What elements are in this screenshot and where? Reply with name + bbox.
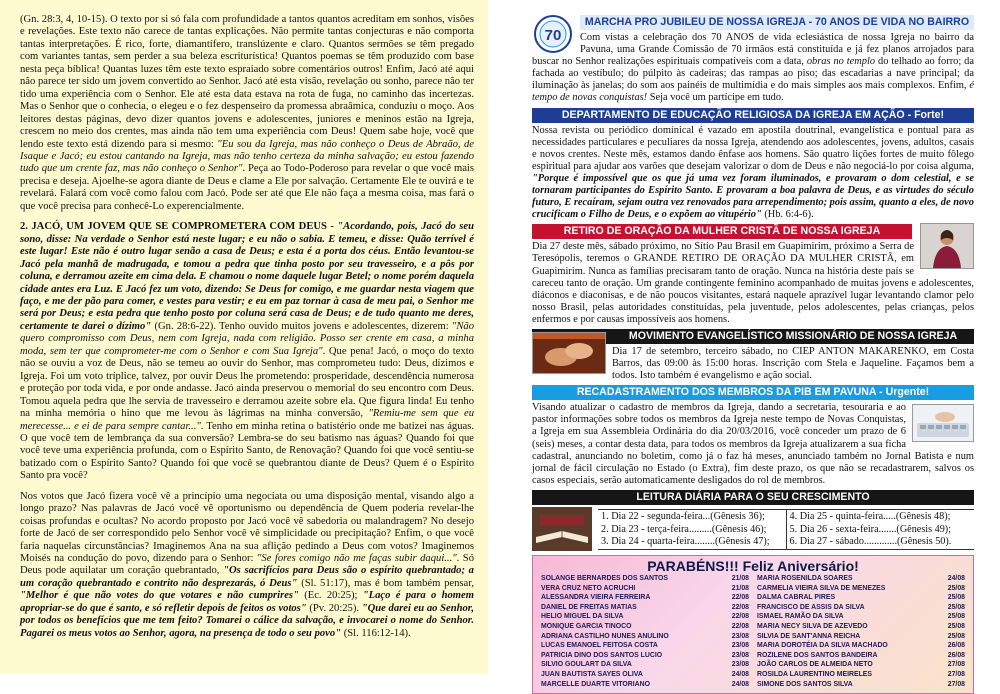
birthday-name: MARIA DOROTÉIA DA SILVA MACHADO	[757, 642, 888, 650]
text: Nos votos que Jacó fizera você vê a princípio uma negociata ou uma disposição mental, visando algo a longo prazo? Nas palavras de Jacó você vê oportunismo ou dependência de Quem poderia revelar-lhe coisas profundas e ocultas? No acordo proposto por Jacó você vê sabedoria ou malandragem? No desejo forte de Jacó de ser correspondido pelo Senhor você vê simplicidade ou precipitação? Enfim, o que você faria naquelas circunstâncias? Imaginemos Ana na sua aflição pedindo a Deus com votos? Imaginemos Moisés na condução do povo, dizendo para o Senhor:	[20, 490, 474, 565]
birthday-date: 27/08	[947, 670, 965, 678]
text: do telhado ao forro; da fachada ao vestíbulo; do púlpito às cadeiras; das rampas ao piso; das escadarias a nave principal; da iluminação às janelas; do som aos painéis de multimídia e do mais simples aos mais complexos. Enfim,	[532, 56, 974, 92]
birthday-date: 22/08	[731, 622, 749, 630]
birthday-date: 25/08	[947, 603, 965, 611]
evangelism-title: MOVIMENTO EVANGELÍSTICO MISSIONÁRIO DE NOSSA IGREJA	[532, 329, 974, 344]
retreat-title: RETIRO DE ORAÇÃO DA MULHER CRISTÃ DE NOSSA IGREJA	[532, 224, 912, 239]
text: (Gn. 28:3, 4, 10-15). O texto por si só fala com profundidade a tantos quantos acreditam em sonhos, visões e revelações. Este texto não carece de tantas explicações. Não permite tantas conjecturas e não comporta tantas interpretações. É rico, forte, diamantífero, translúzente e claro. Quantos sermões se têm pregado com variantes tantas, sem perder a sua beleza escriturística! Quantos poemas se têm produzido com base nesta peça bíblica! Quantas luzes têm este texto espraiado sobre comentários outros! Enfim, Jacó até aqui não parece ter sido um jovem convertido ao Senhor. Jacó até esta visão, revelação ou sonho, parece não ter tido uma experiência com o Senhor. Ele até esta data estava na rota de fuga, no caminho das incertezas. Mas o Senhor que o conhecia, o elegeu e o fez despenseiro da promessa abraâmica, conduziu o moço. Aos leitores destas páginas, devo dizer quantos jovens e adolescentes, juniores e meninos estão na Igreja, crescem no meio dos crentes, mas ainda não tem uma experiência com Deus! Quem sabe hoje, você que lendo este texto está dizendo para si mesmo:	[20, 14, 474, 150]
birthday-name: MARIA NECY SILVA DE AZEVEDO	[757, 622, 868, 630]
birthday-row	[757, 632, 965, 642]
text: (Sl. 116:12-14).	[341, 627, 411, 639]
birthday-date: 27/08	[947, 661, 965, 669]
daily-reading-title: LEITURA DIÁRIA PARA O SEU CRESCIMENTO	[532, 490, 974, 505]
birthday-title: PARABÉNS!!! Feliz Aniversário!	[647, 557, 859, 574]
birthday-name: SILVIO GOULART DA SILVA	[541, 661, 632, 669]
woman-praying-photo-icon	[920, 223, 974, 269]
birthday-name: JUAN BAUTISTA SAYES OLIVA	[541, 670, 643, 678]
birthday-name: ADRIANA CASTILHO NUNES ANULINO	[541, 632, 669, 640]
birthday-date: 25/08	[947, 584, 965, 592]
birthday-name: ROZILENE DOS SANTOS BANDEIRA	[757, 651, 878, 659]
hands-photo-icon	[532, 332, 606, 374]
birthday-name: DANIEL DE FREITAS MATIAS	[541, 603, 637, 611]
birthday-name: MONIQUE GARCIA TINOCO	[541, 622, 632, 630]
birthday-row	[757, 612, 965, 622]
evangelism-text: Dia 17 de setembro, terceiro sábado, no CIEP ANTON MAKARENKO, em Costa Barros, das 09:00 às 15:00 horas. Inscrição com Stela e Jaqueline. Façamos bem a todos. Isto também é evangelismo e ação social.	[612, 345, 974, 382]
reading-item: 1. Dia 22 - segunda-feira...(Gênesis 36);	[601, 511, 765, 523]
quote: "Melhor é que não votes do que votares e não cumprires"	[20, 590, 299, 602]
reading-col-left	[598, 510, 786, 549]
birthday-date: 27/08	[947, 680, 965, 688]
birthday-row	[757, 651, 965, 661]
birthday-row	[541, 612, 749, 622]
birthday-date: 23/08	[731, 632, 749, 640]
text: (Ec. 20:25);	[298, 590, 363, 602]
birthday-row	[757, 584, 965, 594]
paragraph-votes	[20, 491, 474, 640]
section-registration	[532, 385, 974, 487]
birthday-name: SIMONE DOS SANTOS SILVA	[757, 680, 853, 688]
birthday-name: SILVIA DE SANT'ANNA REICHA	[757, 632, 861, 640]
birthday-date: 26/08	[947, 642, 965, 650]
birthday-row	[541, 680, 749, 690]
text: . Peça ao Todo-Poderoso para revelar o que você mais precisa e deseja. Ajoelhe-se agora diante de Deus e clame a Ele por salvação. Certamente Ele te ouvirá e te revelará. Falará com você como falou com Jacó. Pode ser até que Ele não faça a mesma coisa, mas fará o que você precisa para conhecê-Lo experencialmente.	[20, 163, 474, 212]
reading-item: 5. Dia 26 - sexta-feira.......(Gênesis 49);	[789, 523, 952, 535]
birthday-name: LUCAS EMANOEL FEITOSA COSTA	[541, 642, 658, 650]
reading-item: 4. Dia 25 - quinta-feira.....(Gênesis 48);	[789, 511, 951, 523]
birthday-row	[541, 593, 749, 603]
birthday-date: 23/08	[731, 651, 749, 659]
birthday-col-right	[757, 574, 965, 689]
section-march	[532, 15, 974, 105]
birthday-date: 26/08	[947, 651, 965, 659]
birthday-name: MARIA ROSENILDA SOARES	[757, 575, 853, 582]
bible-photo-icon	[532, 507, 592, 551]
left-page	[0, 0, 488, 674]
jubilee-70-logo-icon	[532, 14, 574, 54]
birthday-date: 22/08	[731, 613, 749, 621]
birthday-date: 21/08	[731, 575, 749, 582]
quote: "Se fores comigo não me faças subir daqui..."	[256, 553, 457, 565]
birthday-row	[757, 622, 965, 632]
right-page	[510, 0, 1000, 688]
birthday-col-left	[541, 574, 749, 689]
quote: "Laço é para o homem apropriar-se do que é santo, e só refletir depois de feitos os votos"	[20, 590, 474, 614]
birthday-row	[757, 593, 965, 603]
birthday-name: SOLANGE BERNARDES DOS SANTOS	[541, 575, 668, 582]
birthday-row	[541, 622, 749, 632]
birthday-date: 24/08	[731, 670, 749, 678]
reading-item: 6. Dia 27 - sábado.............(Gênesis 50).	[789, 536, 952, 548]
paragraph-intro	[20, 14, 474, 213]
birthday-row	[757, 603, 965, 613]
birthday-row	[757, 574, 965, 584]
reading-col-right	[786, 510, 975, 549]
birthday-row	[541, 603, 749, 613]
text: (Pv. 20:25).	[306, 602, 362, 614]
registration-text: Visando atualizar o cadastro de membros da Igreja, dando a secretaria, tesouraria e ao pastor informações sobre todos os membros da Igreja neste tempo de Novas Conquistas, a Igreja em sua Assembleia Ordinária do dia 20/03/2016, você conceder um prazo de 6 (seis) meses, a contar desta data, para todos os membros da Igreja atualizarem a sua ficha cadastral, anunciando no boletim, como já o faz há meses, anunciado também no Jornal Batista e num jornal de fácil circulação no Estado (o Extra), fim deste prazo, os que não se recadastrarem, salvos os casos especiais, serão automaticamente desligados do rol de membros.	[532, 402, 974, 486]
birthday-name: ROSILDA LAURENTINO MEIRELES	[757, 670, 872, 678]
emphasis: é tempo de novas conquistas!	[532, 80, 974, 104]
birthday-box	[532, 555, 974, 694]
reading-list	[598, 509, 974, 550]
birthday-name: DALMA CABRAL PIRES	[757, 594, 836, 602]
retreat-text: Dia 27 deste mês, sábado próximo, no Sítio Pau Brasil em Guapimirim, próximo a Serra de Teresópolis, teremos o GRANDE RETIRO DE ORAÇÃO DA MULHER CRISTÃ, em Guapimirim. Nunca as famílias precisaram tanto de oração. Nunca na história deste país se careceu tanto de oração. Um grande contingente feminino acompanhado de muitas jovens e adolescentes, diáconos e diaconisas, e de não poucos visitantes, estará naquele aprazível lugar levantando clamor pelo nosso Brasil, pelas autoridades constituídas, pela juventude, pelos adolescentes, pelas crianças, pelos enfermos e por causas impossíveis aos homens.	[532, 241, 974, 325]
birthday-date: 23/08	[731, 661, 749, 669]
quote: "Que darei eu ao Senhor, por todos os benefícios que me tem feito? Tomarei o cálice da salvação, e invocarei o nome do Senhor. Pagarei os meus votos ao Senhor, agora, na presença de todo o seu povo"	[20, 602, 474, 639]
logo-number: 70	[544, 27, 562, 44]
section-daily-reading	[532, 490, 974, 551]
birthday-name: CARMELIA VIEIRA SILVA DE MENEZES	[757, 584, 886, 592]
birthday-row	[541, 651, 749, 661]
quote: "Porque é impossível que os que já uma vez foram iluminados, e provaram o dom celestial, e se tornaram participantes do Espírito Santo. E provaram a boa palavra de Deus, e as virtudes do século futuro, E recaíram, sejam outra vez renovados para arrependimento; pois assim, quanto a eles, de novo crucificam o Filho de Deus, e o expõem ao vitupério"	[532, 172, 974, 221]
paragraph-section-2	[20, 221, 474, 483]
birthday-date: 24/08	[947, 575, 965, 582]
birthday-name: PATRICIA DINO DOS SANTOS LUCIO	[541, 651, 663, 659]
quote: "Os sacrifícios para Deus são o espírito quebrantado; a um coração quebrantado e contrito não desprezarás, ó Deus"	[20, 565, 474, 589]
birthday-date: 22/08	[731, 594, 749, 602]
section-evangelism	[532, 329, 974, 382]
birthday-row	[757, 641, 965, 651]
text: . Só Deus pode aquilatar um coração quebrantado,	[20, 553, 474, 577]
reading-item: 3. Dia 24 - quarta-feira........(Gênesis 47);	[601, 536, 770, 548]
birthday-date: 25/08	[947, 622, 965, 630]
text: . Tenho em minha retina o batistério onde me batizei nas águas. O que você tem de lembrança da sua conversão? Lembra-se do seu batismo nas águas? Quando foi que você teve uma experiência profunda, com o Espírito Santo, de Renovação? Quando foi que você sentiu-se batizado com o Espírito Santo? Quando foi que você se quebrantou diante de Deus? Quem é o Espírito Santo pra você?	[20, 420, 474, 482]
birthday-name: ISMAEL RAMÃO DA SILVA	[757, 613, 844, 621]
birthday-name: VERA CRUZ NETO ACRUCHI	[541, 584, 636, 592]
birthday-row	[541, 670, 749, 680]
quote: "Acordando, pois, Jacó do seu sono, disse: Na verdade o Senhor está neste lugar; e eu não o sabia. E temeu, e disse: Quão terrível é este lugar! Este não é outro lugar senão a casa de Deus; e esta é a porta dos céus. Então levantou-se Jacó pela manhã de madrugada, e tomou a pedra que tinha posto por seu travesseiro, e a pôs por coluna, e derramou azeite em cima dela. E chamou o nome daquele lugar Betel; o nome porém daquela cidade antes era Luz. E Jacó fez um voto, dizendo: Se Deus for comigo, e me guardar nesta viagem que faço, e me der pão para comer, e vestes para vestir; e eu em paz tornar à casa de meu pai, o Senhor me será por Deus; e esta pedra que tenho posto por coluna será casa de Deus; e de tudo quanto me deres, certamente te darei o dízimo"	[20, 221, 474, 332]
birthday-date: 22/08	[731, 603, 749, 611]
birthday-row	[541, 574, 749, 584]
text: . Que pena! Jacó, o moço do texto não se ouviu a voz de Deus, não se temeu ao ouvir do Senhor, mas comprometeu tudo: Deus, dízimos e Igreja. Foi um voto tríplice, talvez, por ouvir Deus lhe prometendo: prosperidade, descendência numerosa e proteção por toda vida, e por onde andasse. Jacó ainda preservou o memorial do seu encontro com Deus. Tomou aquela pedra que lhe servia de travesseiro e derramou azeite sobre ela. Que figura linda! Eu tenho na minha memória o hino que me levou às lágrimas na minha conversão,	[20, 345, 474, 420]
section-education	[532, 108, 974, 222]
text: Nossa revista ou periódico dominical é vazado em apostila doutrinal, evangelística e pontual para as necessidades particulares e peculiares da nossa Igreja, atendendo aos adolescentes, jovens, adultos, casais e novos crentes. Neste mês, estamos dando ênfase aos homens. São quatro lições fortes de muito fôlego espiritual para ajudar aos varões que desejam valorizar o dom de Deus e não negociá-lo por coisa alguma,	[532, 124, 974, 172]
birthday-date: 25/08	[947, 632, 965, 640]
birthday-date: 23/08	[731, 642, 749, 650]
section-heading: 2. JACÓ, UM JOVEM QUE SE COMPROMETERA COM DEUS -	[20, 221, 338, 233]
birthday-row	[757, 660, 965, 670]
quote: "Eu sou da Igreja, mas não conheço o Deus de Abraão, de Isaque e Jacó; eu estou cantando na Igreja, mas não tenho certeza da minha salvação; eu estou fazendo tudo que um crente faz, mas não conheço o Senhor"	[20, 138, 474, 175]
emphasis: obras no templo	[806, 56, 876, 68]
quote: "Não quero compromisso com Deus, nem com Igreja, nada com religião. Posso ser crente em casa, a minha moda, sem ter que comprometer-me com o Senhor e com Sua Igreja"	[20, 320, 474, 357]
birthday-row	[541, 584, 749, 594]
reading-item: 2. Dia 23 - terça-feira.........(Gênesis 46);	[601, 523, 767, 535]
birthday-row	[757, 670, 965, 680]
registration-title: RECADASTRAMENTO DOS MEMBROS DA PIB EM PAVUNA - Urgente!	[532, 385, 974, 400]
birthday-date: 25/08	[947, 594, 965, 602]
text: Seja você um partícipe em tudo.	[647, 92, 784, 104]
birthday-name: MARCELLE DUARTE VITORIANO	[541, 680, 650, 688]
birthday-name: HELIO MIGUEL DA SILVA	[541, 613, 624, 621]
birthday-row	[541, 660, 749, 670]
quote: "Remiu-me sem que eu merecesse... e ei de para sempre cantar..."	[20, 408, 475, 432]
keyboard-photo-icon	[912, 404, 974, 442]
text: (Gn. 28:6-22). Tenho ouvido muitos jovens e adolescentes, dizerem:	[151, 320, 452, 332]
text: (Hb. 6:4-6).	[761, 209, 814, 221]
section-retreat	[532, 224, 974, 326]
march-title: MARCHA PRO JUBILEU DE NOSSA IGREJA - 70 ANOS DE VIDA NO BAIRRO	[580, 15, 974, 30]
birthday-name: ALESSANDRA VIEIRA FERREIRA	[541, 594, 651, 602]
birthday-row	[541, 632, 749, 642]
text: (Sl. 51:17), mas é bom também pensar,	[297, 577, 474, 589]
birthday-row	[541, 641, 749, 651]
birthday-row	[757, 680, 965, 690]
birthday-name: JOÃO CARLOS DE ALMEIDA NETO	[757, 661, 873, 669]
birthday-date: 24/08	[731, 680, 749, 688]
education-title: DEPARTAMENTO DE EDUCAÇÃO RELIGIOSA DA IGREJA EM AÇÃO - Forte!	[532, 108, 974, 123]
march-text	[532, 32, 974, 105]
text: Com vistas a celebração dos 70 ANOS de vida eclesiástica de nossa Igreja no bairro da Pavuna, uma Grande Comissão de 70 irmãos está constituída e já fez planos arrojados para buscar no Senhor realizações espirituais compatíveis com a data,	[532, 32, 974, 68]
education-text	[532, 125, 974, 222]
birthday-name: FRANCISCO DE ASSIS DA SILVA	[757, 603, 865, 611]
birthday-date: 25/08	[947, 613, 965, 621]
birthday-date: 21/08	[731, 584, 749, 592]
